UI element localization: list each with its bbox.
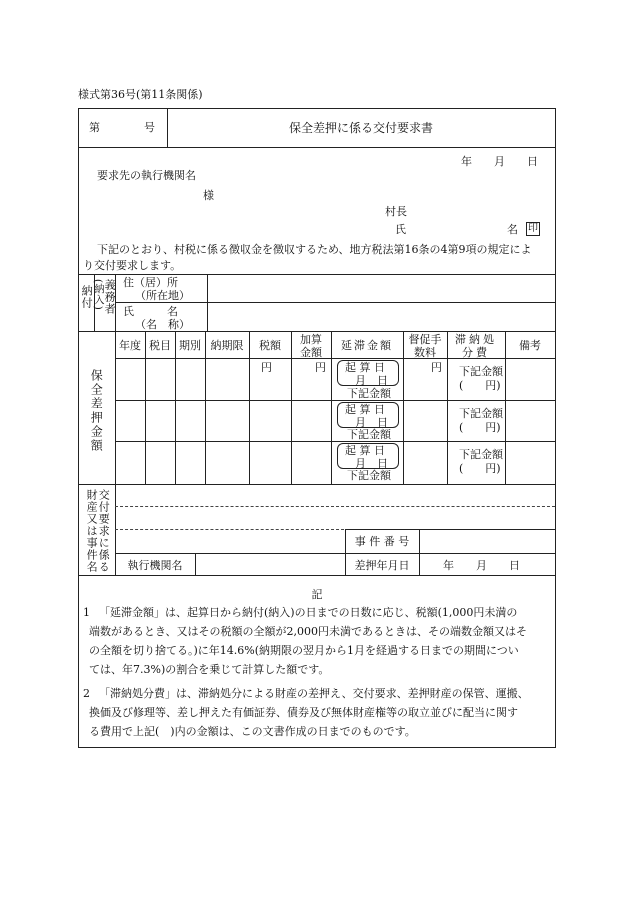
disposition-below: 下記金額 (459, 365, 503, 378)
note-2-line-3: る費用で上記( )内の金額は、この文書作成の日までのものです。 (89, 725, 416, 738)
disposition-yen: ( 円) (459, 462, 501, 475)
intro-line-2: り交付要求します。 (83, 259, 182, 272)
month-day: 月 日 (355, 457, 388, 470)
col-additional: 加算金額 (300, 333, 322, 360)
yen-tax: 円 (261, 361, 272, 374)
name-label: 氏 名 (123, 305, 178, 318)
notes-heading: 記 (311, 588, 323, 601)
below-amount: 下記金額 (347, 428, 391, 441)
seizure-date-label: 差押年月日 (354, 559, 410, 572)
disposition-below: 下記金額 (459, 448, 503, 461)
addressee-agency: 要求先の執行機関名 (97, 169, 196, 182)
month-day: 月 日 (355, 416, 388, 429)
note-1-number: 1 (83, 606, 90, 619)
issue-date: 年 月 日 (461, 155, 538, 168)
amounts-side-label: 保全差押金額 (89, 369, 104, 453)
seal-mark: 印 (528, 223, 538, 234)
note-1-line-3: の全額を切り捨てる。)に年14.6%(納期限の翌月から1月を経過する日までの期間につい (89, 644, 519, 657)
agency-label: 執行機関名 (127, 559, 183, 572)
document-title: 保全差押に係る交付要求書 (288, 121, 433, 135)
yen-dunning: 円 (431, 361, 442, 374)
col-tax-item: 税目 (149, 339, 171, 352)
taxpayer-side-sub2: 義務者 (103, 279, 117, 315)
start-date-label: 起 算 日 (345, 403, 385, 416)
note-2-line-1: 「滞納処分費」は、滞納処分による財産の差押え、交付要求、差押財産の保管、運搬、 (99, 687, 529, 700)
yen-additional: 円 (315, 361, 326, 374)
col-remarks: 備考 (519, 339, 541, 352)
col-disposition-cost: 滞納処分費 (455, 333, 497, 360)
seizure-date: 年 月 日 (443, 559, 520, 572)
note-2-line-2: 換価及び修理等、差し押えた有価証券、債券及び無体財産権等の取立並びに配当に関す (89, 706, 518, 719)
start-date-label: 起 算 日 (345, 444, 385, 457)
start-date-label: 起 算 日 (345, 361, 385, 374)
col-due-date: 納期限 (210, 339, 244, 352)
disposition-yen: ( 円) (459, 421, 501, 434)
below-amount: 下記金額 (347, 469, 391, 482)
col-year: 年度 (119, 339, 141, 352)
sender-mayor: 村長 (385, 205, 407, 218)
disposition-yen: ( 円) (459, 379, 501, 392)
name-sub: （名 称） (135, 318, 190, 331)
col-dunning-fee: 督促手数料 (408, 333, 442, 360)
below-amount: 下記金額 (347, 387, 391, 400)
addressee-honorific: 様 (203, 189, 214, 202)
sender-name-label: 氏 (395, 223, 406, 236)
col-tax-amount: 税額 (259, 339, 281, 352)
case-number-label: 事 件 番 号 (354, 535, 410, 548)
month-day: 月 日 (355, 374, 388, 387)
property-side-label: 交付要求に係る財産又は事件名 (85, 489, 111, 573)
note-1-line-4: ては、年7.3%)の割合を乗じて計算した額です。 (89, 663, 330, 676)
sender-name-suffix: 名 (507, 223, 518, 236)
col-delinquency: 延滞金額 (341, 339, 393, 352)
form-id: 様式第36号(第11条関係) (78, 88, 203, 101)
col-period: 期別 (179, 339, 201, 352)
note-2-number: 2 (83, 687, 90, 700)
intro-line-1: 下記のとおり、村税に係る徴収金を徴収するため、地方税法第16条の4第9項の規定によ (97, 243, 532, 256)
address-sub: （所在地） (135, 289, 190, 302)
disposition-below: 下記金額 (459, 407, 503, 420)
address-label: 住（居）所 (123, 276, 178, 289)
taxpayer-side-sub: (納入) (92, 279, 103, 311)
note-1-line-2: 端数があるとき、又はその税額の全額が2,000円未満であるときは、その端数金額又はそ (89, 625, 528, 638)
note-1-line-1: 「延滞金額」は、起算日から納付(納入)の日までの日数に応じ、税額(1,000円未満の (99, 606, 518, 619)
number-label: 第 号 (89, 121, 155, 134)
form-frame (78, 108, 556, 748)
taxpayer-side-label: 納付 (80, 285, 94, 309)
